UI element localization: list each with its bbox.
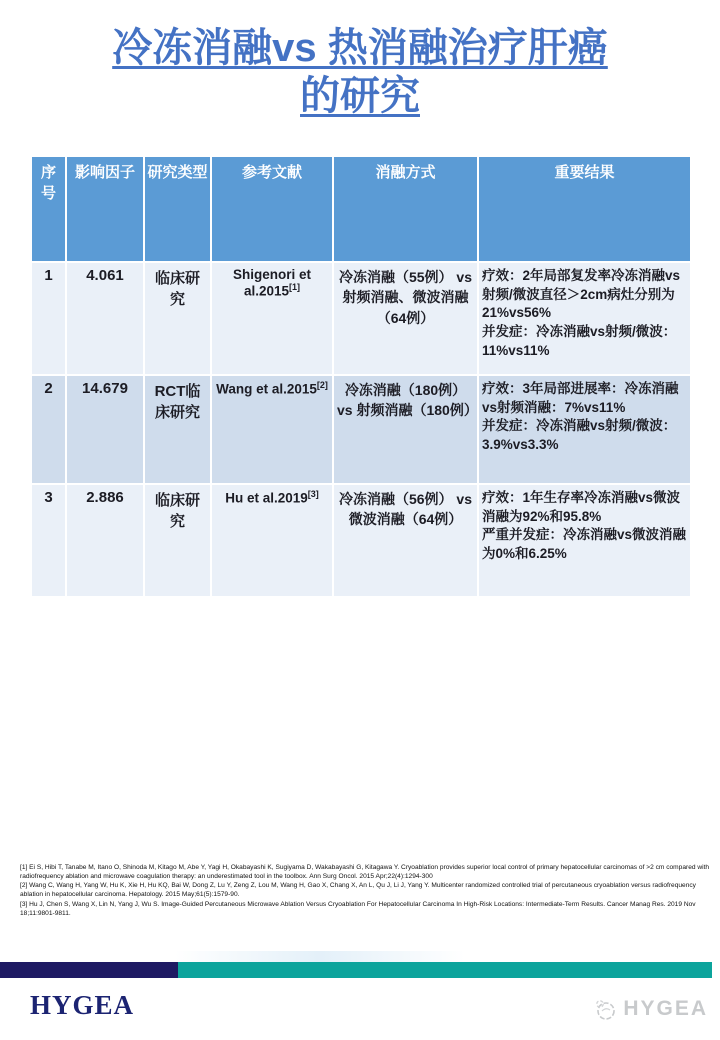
cell-study-type: 临床研究 [144,484,211,597]
page-title [0,24,720,120]
reference-footnotes [20,864,712,919]
hygea-watermark-text: HYGEA [623,997,708,1020]
reference-text: Shigenori et al.2015 [232,267,311,299]
reference-text: Hu et al.2019 [225,490,308,506]
cell-impact-factor: 4.061 [66,262,144,375]
result-efficacy: 疗效：2年局部复发率冷冻消融vs射频/微波直径＞2cm病灶分别为21%vs56% [482,268,681,321]
cell-number: 1 [31,262,66,375]
header-cell-key-results: 重要结果 [478,156,691,262]
hygea-logo: HYGEA [30,990,135,1020]
reference-superscript: [1] [289,282,301,292]
result-complications: 并发症：冷冻消融vs射频/微波：11%vs11% [482,323,677,358]
cell-key-results [478,375,691,484]
header-cell-reference: 参考文献 [211,156,333,262]
cell-reference [211,375,333,484]
result-efficacy: 疗效：1年生存率冷冻消融vs微波消融为92%和95.8% [482,490,681,524]
reference-text: Wang et al.2015 [216,381,317,397]
cell-key-results [478,262,691,375]
header-cell-study-type: 研究类型 [144,156,211,262]
result-efficacy: 疗效：3年局部进展率：冷冻消融vs射频消融：7%vs11% [482,381,679,415]
footer-bar-highlight [175,951,465,962]
footnote-3: [3] Hu J, Chen S, Wang X, Lin N, Yang J, Wu S. Image-Guided Percutaneous Microwave Ablation Versus Cryoablation For Hepatocellular Carcinoma In High-Risk Locations: Intermediate-Term Results. Cancer Manag Res. 2019 Nov 18;11:9801-9811. [20,900,696,917]
result-complications: 并发症：冷冻消融vs射频/微波：3.9%vs3.3% [482,418,677,452]
footer-bar-navy-segment [0,962,178,978]
footer-decoration-bar [0,962,712,978]
hygea-watermark [592,996,708,1022]
cell-study-type: RCT临床研究 [144,375,211,484]
cell-key-results [478,484,691,597]
cell-ablation-method: 冷冻消融（56例） vs 微波消融（64例） [333,484,478,597]
cell-study-type: 临床研究 [144,262,211,375]
page-title-line2: 的研究 [300,74,420,118]
reference-superscript: [3] [307,489,319,499]
footer-bar-teal-segment [178,962,712,978]
table-row [31,262,691,375]
cell-number: 3 [31,484,66,597]
page-title-line1: 冷冻消融vs 热消融治疗肝癌 [112,26,608,70]
reference-superscript: [2] [316,380,328,390]
header-cell-ablation-method: 消融方式 [333,156,478,262]
cell-reference [211,262,333,375]
table-header-row [31,156,691,262]
header-cell-number: 序号 [31,156,66,262]
result-complications: 严重并发症：冷冻消融vs微波消融为0%和6.25% [482,527,687,561]
footnote-2: [2] Wang C, Wang H, Yang W, Hu K, Xie H, Hu KQ, Bai W, Dong Z, Lu Y, Zeng Z, Lou M, Wang H, Gao X, Chang X, An L, Qu J, Li J, Yang Y. Multicenter randomized controlled trial of percutaneous cryoablation versus radiofrequency ablation in hepatocellular carcinoma. Hepatology. 2015 May;61(5):1579-90. [20,882,696,899]
cell-ablation-method: 冷冻消融（180例） vs 射频消融（180例） [333,375,478,484]
cell-impact-factor: 14.679 [66,375,144,484]
header-cell-impact-factor: 影响因子 [66,156,144,262]
cell-reference [211,484,333,597]
table-row [31,375,691,484]
table-row [31,484,691,597]
cell-impact-factor: 2.886 [66,484,144,597]
study-comparison-table [30,155,692,598]
footnote-1: [1] Ei S, Hibi T, Tanabe M, Itano O, Shinoda M, Kitago M, Abe Y, Yagi H, Okabayashi K, Sugiyama D, Wakabayashi G, Kitagawa Y. Cryoablation provides superior local control of primary hepatocellular carcinomas of >2 cm compared with radiofrequency ablation and microwave coagulation therapy: an underestimated tool in the toolbox. Ann Surg Oncol. 2015 Apr;22(4):1294-300 [20,864,710,880]
cell-number: 2 [31,375,66,484]
cell-ablation-method: 冷冻消融（55例） vs 射频消融、微波消融（64例） [333,262,478,375]
hygea-watermark-icon [592,996,618,1022]
